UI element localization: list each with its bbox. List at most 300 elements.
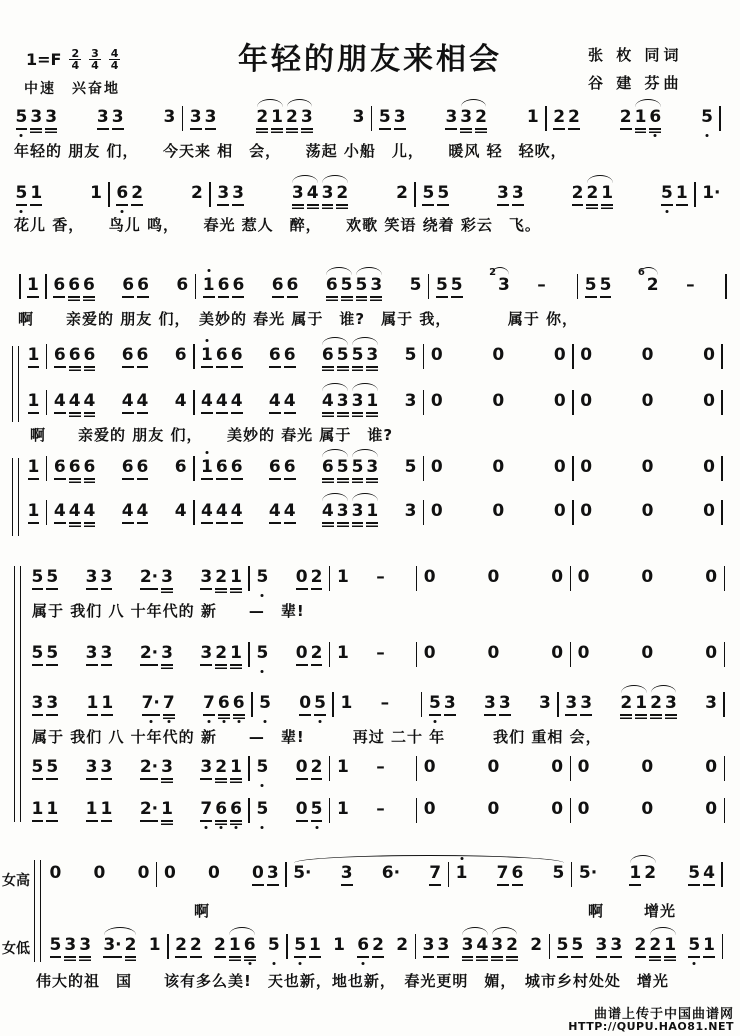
note: 4 — [215, 391, 228, 411]
barline — [570, 756, 572, 781]
note: 6 — [286, 275, 299, 295]
note: 2 — [336, 183, 349, 203]
note: 3 — [100, 643, 113, 663]
note: 5 — [46, 643, 59, 663]
note: 6 — [68, 275, 81, 295]
barline — [724, 642, 726, 667]
barline — [46, 344, 48, 369]
note: 3 — [366, 345, 379, 365]
note: 1 — [230, 567, 242, 587]
note: 2 — [175, 935, 187, 955]
note: 7 — [496, 863, 509, 883]
rest: 0 — [641, 799, 654, 819]
barline — [423, 390, 425, 415]
note: 4 — [201, 391, 213, 411]
rest: 0 — [295, 757, 308, 777]
note: 1 — [27, 275, 39, 295]
note: 6 — [53, 275, 66, 295]
rest: 0 — [492, 501, 505, 521]
note: 4 — [68, 501, 81, 521]
note: 1 — [46, 799, 59, 819]
note: 3 — [565, 693, 578, 713]
note: 4 — [306, 183, 319, 203]
note: 2 — [310, 643, 323, 663]
rest: 0 — [295, 643, 308, 663]
note: 1 — [455, 863, 468, 883]
song-title: 年轻的朋友来相会 — [238, 42, 502, 77]
note: 1 — [100, 799, 113, 819]
note: 6 — [243, 935, 256, 955]
barline — [416, 566, 418, 591]
note: 5 — [31, 643, 44, 663]
rest: 0 — [430, 391, 443, 411]
note: 3 — [340, 863, 353, 883]
barline — [570, 798, 572, 823]
barline — [46, 456, 48, 481]
barline — [248, 756, 250, 781]
rest: 0 — [423, 799, 436, 819]
note: 2· — [139, 643, 159, 663]
note: 5 — [584, 275, 597, 295]
note: 3 — [85, 643, 98, 663]
footer-site-url: HTTP://QUPU.HAO81.NET — [568, 1020, 734, 1033]
note: 3 — [366, 457, 379, 477]
note: 1 — [336, 757, 349, 777]
note: 4 — [174, 501, 187, 521]
rest: 0 — [705, 567, 718, 587]
note: 1 — [161, 799, 173, 819]
note: 6 — [53, 345, 66, 365]
barline — [721, 390, 723, 415]
barline — [329, 566, 331, 591]
note: 1 — [601, 183, 614, 203]
note: 5 — [256, 799, 269, 819]
note: 6 — [215, 799, 228, 819]
rest: 0 — [551, 567, 564, 587]
note: 2 — [650, 693, 662, 713]
note: 3 — [64, 935, 77, 955]
note: 3 — [705, 693, 717, 713]
note: 4 — [136, 391, 149, 411]
note: 5 — [571, 935, 584, 955]
lyricist-credit: 张 枚 同词 — [588, 46, 683, 64]
note: 6 — [137, 275, 149, 295]
rest: 0 — [551, 799, 564, 819]
composer-credit: 谷 建 芬曲 — [588, 74, 683, 92]
note: 4 — [283, 501, 296, 521]
note: 3 — [610, 935, 623, 955]
rest: 0 — [577, 757, 590, 777]
note: 1· — [702, 183, 721, 203]
slur-group — [585, 182, 615, 204]
barline — [416, 642, 418, 667]
slur-group — [350, 456, 380, 478]
note: 2 — [214, 935, 226, 955]
rest: 0 — [641, 501, 654, 521]
barline — [193, 456, 195, 481]
note: 3 — [204, 107, 217, 127]
note: 2 — [372, 935, 384, 955]
note: 3 — [161, 643, 173, 663]
rest: 0 — [553, 345, 566, 365]
rest: 0 — [551, 757, 564, 777]
note: 2 — [475, 107, 487, 127]
note: 3 — [491, 935, 504, 955]
note: 1 — [336, 799, 349, 819]
rest: 0 — [137, 863, 150, 883]
slur-group — [320, 182, 350, 204]
note: 3 — [511, 183, 524, 203]
note: 6 — [230, 345, 243, 365]
slur-group — [350, 500, 380, 522]
rest: 0 — [553, 457, 566, 477]
barline — [193, 500, 195, 525]
note: 3 — [580, 693, 593, 713]
soprano-lyric-zengguang: 增光 — [644, 902, 677, 920]
slur-group — [460, 934, 490, 956]
note: 3 — [484, 693, 496, 713]
note: 5 — [340, 275, 353, 295]
note: 3 — [200, 757, 213, 777]
note: 7· — [141, 693, 160, 713]
note: 4 — [174, 391, 187, 411]
note: 3 — [437, 935, 450, 955]
barline — [46, 390, 48, 415]
note: 4 — [268, 501, 281, 521]
note: 1 — [309, 935, 321, 955]
note: 5 — [256, 567, 269, 587]
note: 3 — [161, 757, 173, 777]
note: 4 — [476, 935, 489, 955]
slur-group — [489, 267, 512, 296]
note: 2 — [571, 183, 584, 203]
rest: 0 — [641, 567, 654, 587]
note: 1 — [271, 107, 284, 127]
note: 3 — [79, 935, 92, 955]
barline — [557, 692, 559, 717]
note: 4 — [53, 501, 66, 521]
dash: – — [686, 275, 695, 295]
system-b-voice-1 — [26, 456, 728, 484]
note: 6 — [121, 457, 134, 477]
barline — [248, 642, 250, 667]
note: 2 — [215, 757, 228, 777]
lyrics-line-3: 啊 亲爱的 朋友 们， 美妙的 春光 属于 谁? 属于 我， 属于 你， — [18, 310, 579, 328]
note: 7 — [200, 799, 213, 819]
key-label: 1=F — [26, 50, 62, 69]
barline — [725, 274, 727, 299]
note: 6 — [83, 345, 96, 365]
barline — [416, 798, 418, 823]
rest: 0 — [703, 501, 715, 521]
note: 1 — [85, 799, 98, 819]
barline — [545, 106, 547, 131]
note: 3 — [232, 183, 244, 203]
note: 5 — [314, 693, 326, 713]
voice-label-soprano: 女高 — [2, 873, 30, 889]
note: 3 — [351, 391, 364, 411]
note: 3 — [460, 107, 473, 127]
note: 2 — [530, 935, 543, 955]
note: 4 — [215, 501, 228, 521]
rest: 0 — [295, 567, 308, 587]
rest: 0 — [577, 643, 590, 663]
slur-group — [490, 934, 520, 956]
slur-group — [354, 274, 384, 296]
note: 7 — [203, 693, 215, 713]
note: 5 — [31, 757, 44, 777]
note: 3 — [393, 107, 406, 127]
barline — [570, 642, 572, 667]
note: 4 — [230, 391, 243, 411]
note: 3 — [266, 863, 279, 883]
rest: 0 — [423, 567, 436, 587]
note: 2 — [256, 107, 269, 127]
note: 2 — [489, 267, 497, 278]
note: 4 — [68, 391, 81, 411]
note: 2 — [568, 107, 580, 127]
note: 6 — [268, 457, 281, 477]
note: 6 — [217, 693, 230, 713]
note: 2· — [139, 567, 159, 587]
note: 2 — [190, 183, 203, 203]
note: 3 — [200, 643, 213, 663]
note: 6 — [176, 275, 189, 295]
barline — [286, 934, 288, 959]
note: 7 — [429, 863, 442, 883]
note: 6 — [511, 863, 524, 883]
slur-group — [227, 934, 257, 956]
note: 5 — [15, 183, 28, 203]
note: 4 — [283, 391, 296, 411]
block-voice-3-lyrics: 属于 我们 八 十年代的 新 — 辈! 再过 二十 年 我们 重相 会， — [32, 728, 602, 746]
note: 3· — [103, 935, 122, 955]
note: 4 — [121, 391, 134, 411]
note: 3 — [161, 567, 173, 587]
note: 3 — [352, 107, 365, 127]
note: 5 — [409, 275, 422, 295]
music-line-3 — [14, 267, 732, 302]
note: 5 — [336, 345, 349, 365]
note: 1 — [228, 935, 241, 955]
note: 3 — [539, 693, 551, 713]
barline — [724, 798, 726, 823]
note: 1 — [27, 391, 40, 411]
slur-group — [459, 106, 489, 128]
note: 2 — [620, 693, 633, 713]
barline — [329, 756, 331, 781]
rest: 0 — [163, 863, 176, 883]
note: 4 — [321, 391, 334, 411]
note: 3 — [85, 567, 98, 587]
slur-group — [648, 934, 678, 956]
note: 5 — [688, 863, 701, 883]
barline — [724, 756, 726, 781]
note: 5 — [46, 567, 59, 587]
system-a-voice-2 — [26, 390, 728, 418]
note: 4 — [83, 391, 96, 411]
note: 3 — [46, 693, 59, 713]
note: 5 — [294, 935, 307, 955]
note: 5 — [336, 457, 349, 477]
note: 1 — [201, 457, 213, 477]
note: 2 — [286, 107, 298, 127]
note: 1 — [333, 935, 346, 955]
key-signature — [26, 48, 120, 71]
rest: 0 — [487, 567, 500, 587]
rest: 0 — [641, 345, 654, 365]
note: 3 — [291, 183, 304, 203]
note: 2 — [646, 275, 659, 295]
note: 6 — [230, 799, 242, 819]
rest: 0 — [430, 501, 443, 521]
dash: – — [376, 643, 385, 663]
music-line-2 — [14, 182, 722, 210]
soprano-lyric-ah-1: 啊 — [194, 902, 211, 920]
barline — [719, 106, 721, 131]
note: 6 — [83, 457, 96, 477]
slur-group — [619, 692, 649, 714]
system-brace-a — [12, 346, 19, 422]
rest: 0 — [492, 457, 505, 477]
barline — [721, 344, 723, 369]
note: 2 — [215, 643, 228, 663]
rest: 0 — [577, 567, 590, 587]
note: 5 — [31, 567, 44, 587]
soprano-line — [48, 862, 728, 890]
note: 1 — [90, 183, 102, 203]
note: 5· — [293, 863, 312, 883]
rest: 0 — [299, 693, 312, 713]
note: 5 — [15, 107, 28, 127]
note: 6 — [357, 935, 370, 955]
note: 6 — [121, 345, 134, 365]
barline — [724, 566, 726, 591]
note: 6 — [217, 275, 230, 295]
barline — [577, 274, 579, 299]
note: 4 — [53, 391, 66, 411]
note: 6 — [637, 267, 645, 278]
slur-group — [292, 862, 566, 887]
note: 1 — [86, 693, 99, 713]
note: 3 — [321, 183, 334, 203]
note: 1 — [230, 757, 242, 777]
alto-line — [48, 934, 728, 962]
note: 2 — [310, 757, 323, 777]
block-voice-5 — [30, 798, 730, 826]
note: 4 — [201, 501, 213, 521]
note: 5 — [428, 693, 441, 713]
barline — [571, 862, 573, 887]
note: 3 — [189, 107, 202, 127]
note: 5 — [256, 643, 269, 663]
note: 2 — [310, 567, 323, 587]
rest: 0 — [580, 457, 593, 477]
slur-group — [628, 862, 658, 884]
note: 2 — [553, 107, 566, 127]
slur-group — [633, 106, 663, 128]
music-line-1 — [14, 106, 726, 134]
note: 1 — [336, 643, 349, 663]
note: 4 — [121, 501, 134, 521]
note: 5 — [259, 693, 271, 713]
alto-lyrics: 伟大的祖 国 该有多么美! 天也新，地也新， 春光更明 媚， 城市乡村处处 增光 — [36, 972, 669, 990]
note: 1 — [31, 799, 44, 819]
note: 3 — [336, 501, 349, 521]
note: 3 — [85, 757, 98, 777]
barline — [329, 642, 331, 667]
barline — [721, 500, 723, 525]
note: 6 — [174, 457, 187, 477]
note: 3 — [595, 935, 608, 955]
barline — [694, 182, 696, 207]
rest: 0 — [295, 799, 308, 819]
barline — [19, 274, 21, 299]
barline — [193, 390, 195, 415]
note: 2 — [644, 863, 657, 883]
system-brace-block — [14, 566, 21, 822]
rest: 0 — [641, 391, 654, 411]
note: 6 — [232, 693, 245, 713]
rest: 0 — [430, 457, 443, 477]
note: 2 — [619, 107, 632, 127]
note: 6 — [215, 457, 228, 477]
dash: – — [380, 693, 390, 713]
dash: – — [376, 757, 385, 777]
dash: – — [376, 799, 385, 819]
rest: 0 — [423, 757, 436, 777]
barline — [193, 344, 195, 369]
note: 4 — [136, 501, 149, 521]
note: 5 — [404, 457, 417, 477]
note: 5 — [437, 183, 450, 203]
barline — [248, 798, 250, 823]
barline — [108, 182, 110, 207]
system-a-lyrics: 啊 亲爱的 朋友 们， 美妙的 春光 属于 谁? — [30, 426, 394, 444]
note: 6 — [215, 345, 228, 365]
note: 5 — [351, 345, 364, 365]
note: 1 — [27, 501, 40, 521]
block-voice-2 — [30, 642, 730, 670]
note: 6 — [116, 183, 129, 203]
note: 3 — [100, 567, 113, 587]
note: 3 — [100, 757, 113, 777]
rest: 0 — [551, 643, 564, 663]
barline — [195, 274, 197, 299]
system-brace-bottom — [34, 860, 41, 962]
note: 1 — [202, 275, 215, 295]
note: 6 — [83, 275, 95, 295]
note: 3 — [461, 935, 474, 955]
note: 2 — [586, 183, 599, 203]
note: 2 — [649, 935, 662, 955]
note: 6 — [136, 345, 149, 365]
slur-group — [637, 267, 660, 296]
note: 4 — [230, 501, 243, 521]
block-voice-1 — [30, 566, 730, 594]
soprano-lyric-ah-2: 啊 — [588, 902, 605, 920]
meter-3-4: $\frac{3}{4}$ — [91, 47, 99, 72]
note: 1 — [340, 693, 353, 713]
note: 3 — [445, 107, 458, 127]
note: 6 — [283, 457, 296, 477]
barline — [332, 692, 334, 717]
note: 1 — [664, 935, 677, 955]
rest: 0 — [580, 391, 593, 411]
note: 4 — [703, 863, 715, 883]
note: 3 — [217, 183, 230, 203]
note: 3 — [664, 693, 677, 713]
